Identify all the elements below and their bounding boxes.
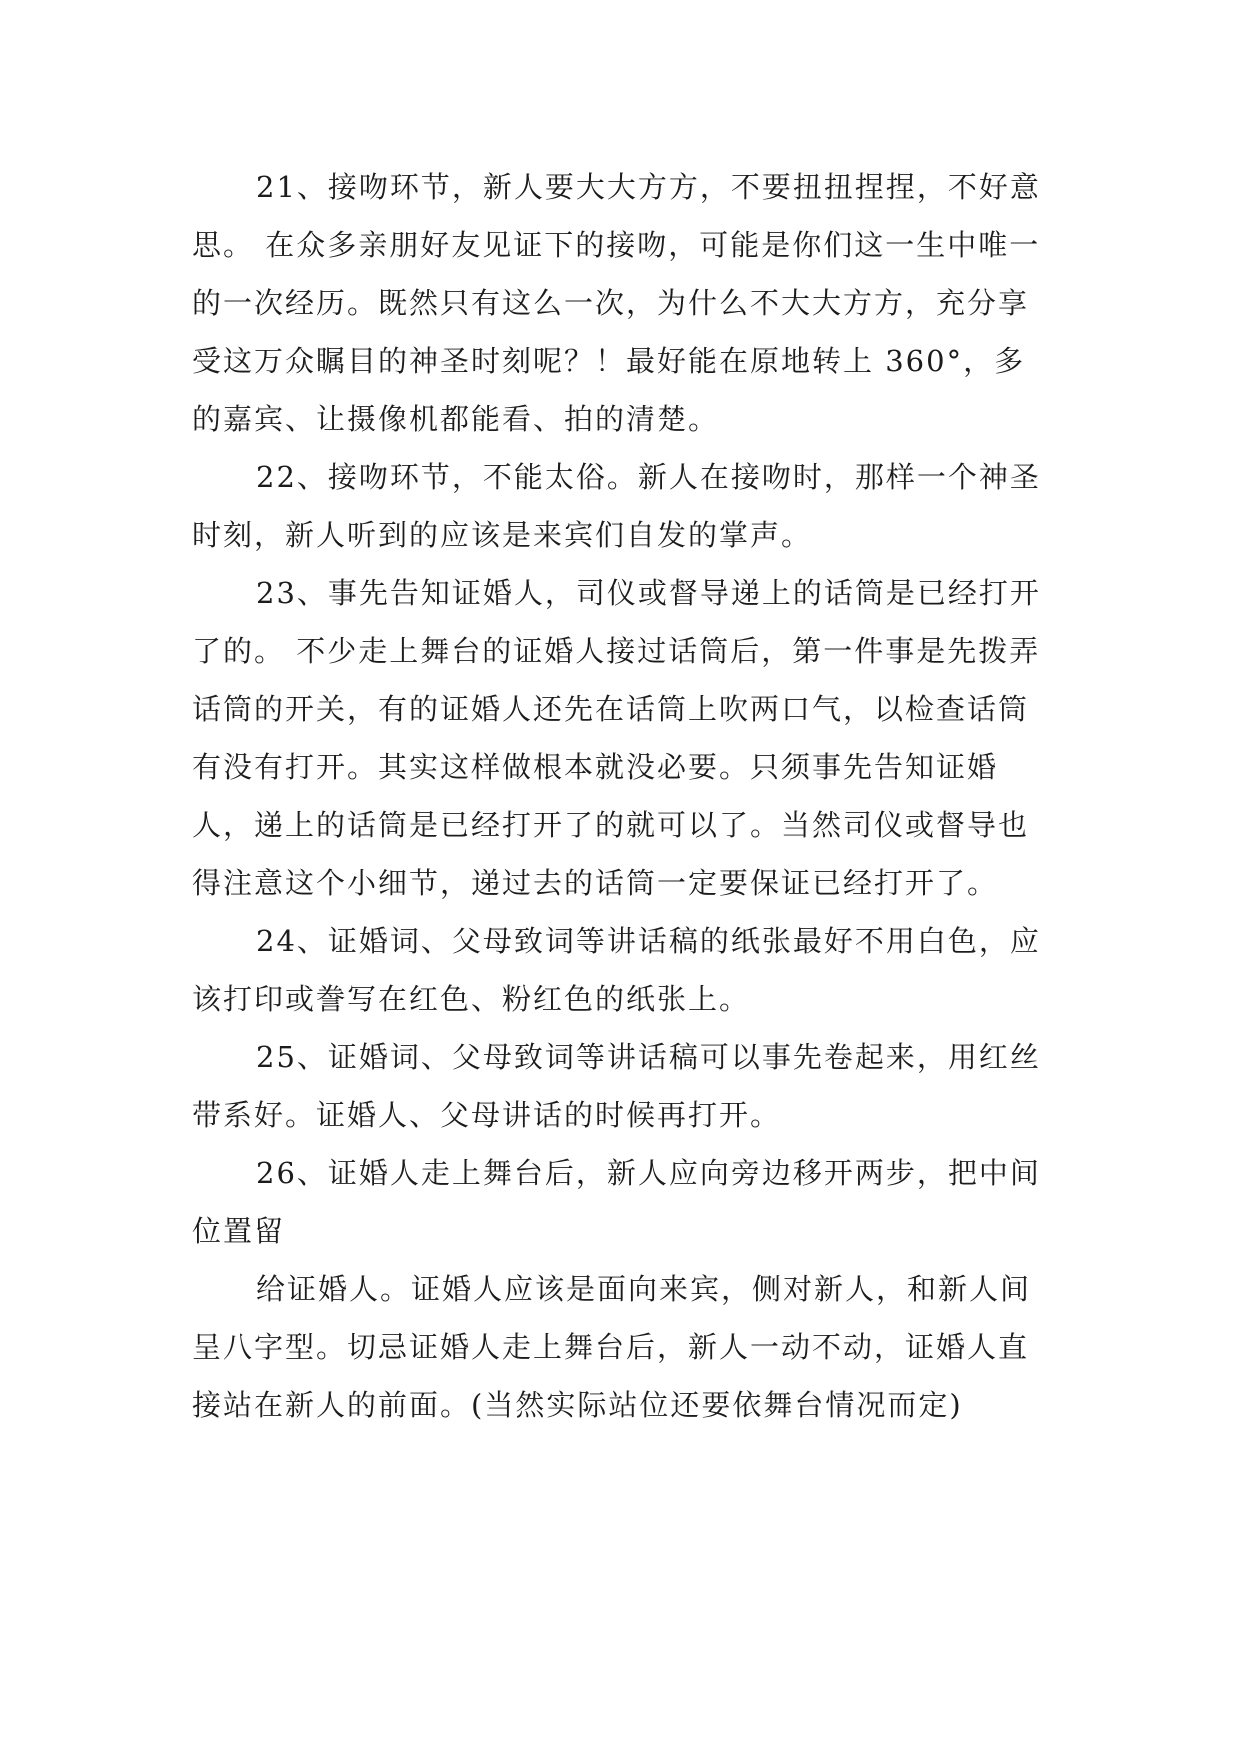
paragraph-22: 22、接吻环节，不能太俗。新人在接吻时，那样一个神圣时刻，新人听到的应该是来宾们自发的掌声。	[192, 460, 1041, 552]
paragraph-23: 23、事先告知证婚人，司仪或督导递上的话筒是已经打开了的。 不少走上舞台的证婚人接过话筒后，第一件事是先拨弄话筒的开关，有的证婚人还先在话筒上吹两口气，以检查话筒有没有打开。其实这样做根本就没必要。只须事先告知证婚人，递上的话筒是已经打开了的就可以了。当然司仪或督导也得注意这个小细节，递过去的话筒一定要保证已经打开了。	[192, 576, 1041, 900]
paragraph-26-start: 26、证婚人走上舞台后，新人应向旁边移开两步，把中间位置留	[192, 1156, 1041, 1248]
document-body	[192, 158, 1052, 1434]
paragraph-24: 24、证婚词、父母致词等讲话稿的纸张最好不用白色，应该打印或誊写在红色、粉红色的纸张上。	[192, 924, 1041, 1016]
paragraph-25: 25、证婚词、父母致词等讲话稿可以事先卷起来，用红丝带系好。证婚人、父母讲话的时候再打开。	[192, 1040, 1041, 1132]
paragraph-21: 21、接吻环节，新人要大大方方，不要扭扭捏捏，不好意思。 在众多亲朋好友见证下的接吻，可能是你们这一生中唯一的一次经历。既然只有这么一次，为什么不大大方方，充分享受这万众瞩目的神圣时刻呢？！最好能在原地转上 360°，多的嘉宾、让摄像机都能看、拍的清楚。	[192, 170, 1041, 436]
paragraph-26-continued: 给证婚人。证婚人应该是面向来宾，侧对新人，和新人间呈八字型。切忌证婚人走上舞台后，新人一动不动，证婚人直接站在新人的前面。(当然实际站位还要依舞台情况而定)	[192, 1272, 1032, 1422]
